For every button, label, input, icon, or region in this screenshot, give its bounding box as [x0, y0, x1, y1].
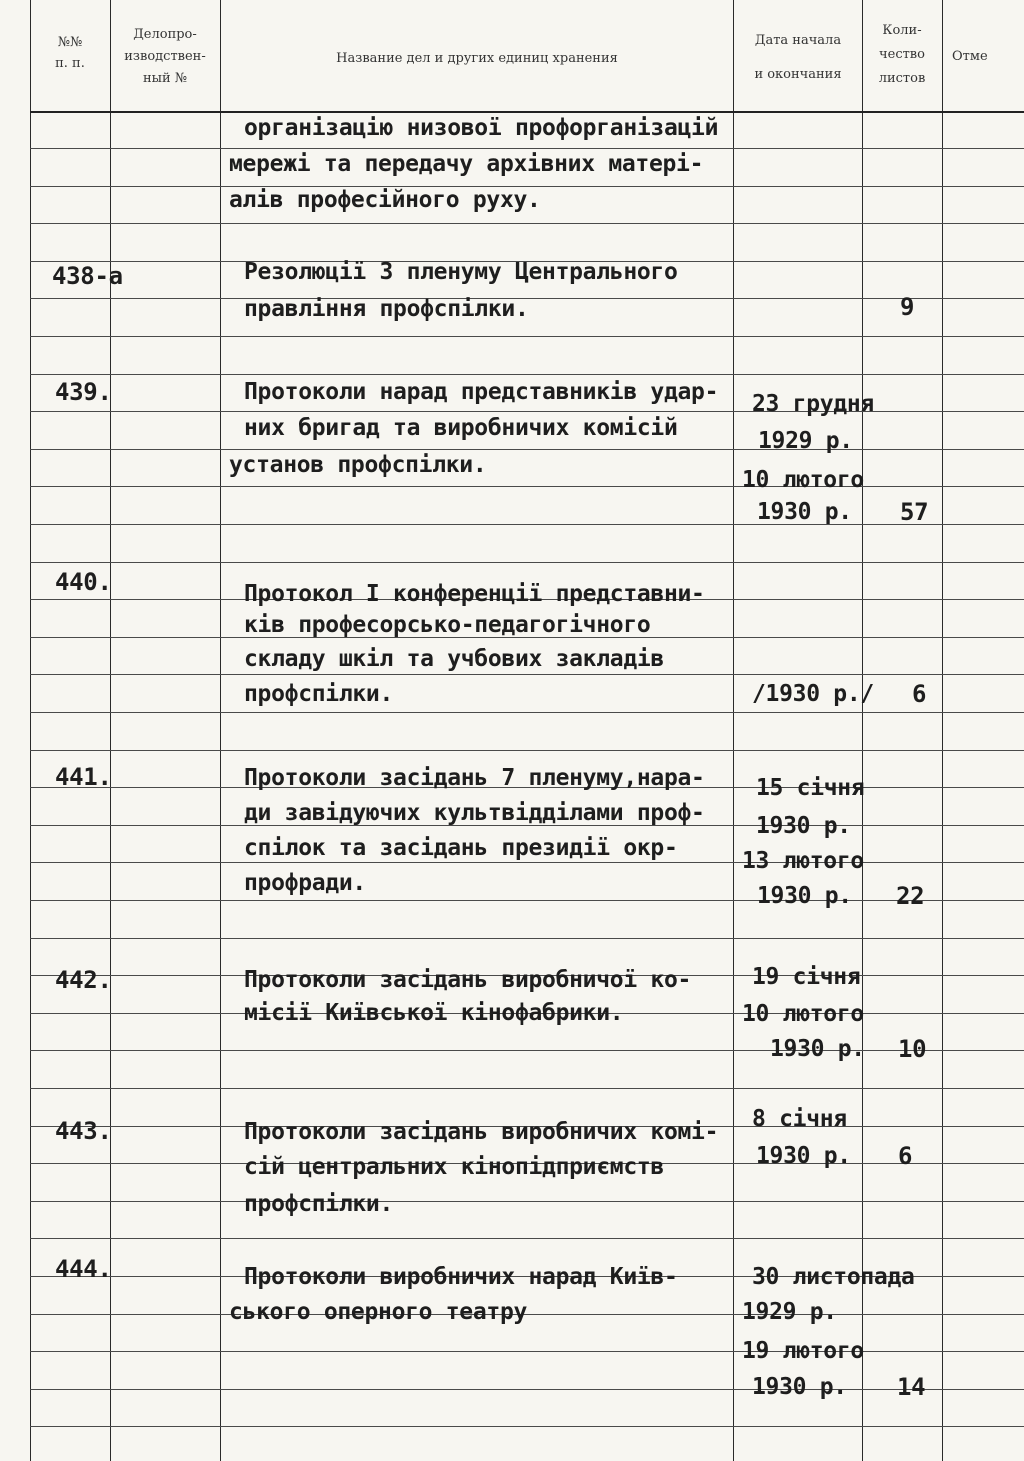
entry-title-line: сій центральних кінопідприємств [244, 1154, 664, 1180]
entry-date: 8 січня [752, 1106, 847, 1132]
entry-date: /1930 р./ [752, 681, 874, 707]
entry-title-line: спілок та засідань президії окр- [244, 835, 678, 861]
ruled-line [30, 1088, 1024, 1089]
entry-date: 1930 р. [770, 1036, 865, 1062]
entry-title-line: мережі та передачу архівних матері- [229, 151, 704, 177]
entry-title-line: ського оперного театру [229, 1299, 528, 1325]
ruled-line [30, 900, 1024, 901]
entry-number: 443. [55, 1117, 112, 1145]
entry-date: 13 лютого [742, 848, 864, 874]
entry-number: 442. [55, 966, 112, 994]
entry-title-line: організацію низової профорганізацій [244, 115, 719, 141]
entry-date: 15 січня [756, 775, 865, 801]
entry-title-line: профспілки. [244, 1191, 394, 1217]
entry-number: 440. [55, 568, 112, 596]
header-num [35, 34, 105, 72]
ruled-line [30, 449, 1024, 450]
header-office-line: Делопро- [133, 27, 197, 42]
header-sheets [864, 22, 940, 87]
entry-sheets: 22 [896, 882, 925, 910]
entry-date: 1930 р. [757, 883, 852, 909]
ruled-line [30, 486, 1024, 487]
ruled-line [30, 223, 1024, 224]
entry-title-line: алів професійного руху. [229, 187, 541, 213]
entry-title-line: профради. [244, 870, 366, 896]
entry-sheets: 6 [898, 1142, 913, 1170]
ruled-line [30, 1426, 1024, 1427]
header-dates-line: и окончания [754, 67, 842, 82]
entry-title-line: Протоколи засідань виробничих комі- [244, 1119, 719, 1145]
ruled-line [30, 862, 1024, 863]
ruled-line [30, 336, 1024, 337]
entry-number: 439. [55, 378, 112, 406]
entry-date: 23 грудня [752, 391, 874, 417]
entry-date: 1929 р. [742, 1299, 837, 1325]
entry-date: 19 січня [752, 964, 861, 990]
ruled-line [30, 1351, 1024, 1352]
entry-date: 1930 р. [757, 499, 852, 525]
ruled-line [30, 374, 1024, 375]
ruled-line [30, 1389, 1024, 1390]
ruled-line [30, 411, 1024, 412]
header-bottom-rule [30, 111, 1024, 113]
entry-sheets: 6 [912, 680, 927, 708]
entry-sheets: 57 [900, 498, 929, 526]
entry-title-line: профспілки. [244, 681, 394, 707]
ruled-line [30, 1201, 1024, 1202]
entry-title-line: ків професорсько-педагогічного [244, 612, 651, 638]
ruled-line [30, 1238, 1024, 1239]
entry-date: 19 лютого [742, 1338, 864, 1364]
column-divider [942, 0, 943, 1461]
entry-title-line: правління профспілки. [244, 296, 529, 322]
entry-title-line: Резолюції 3 пленуму Центрального [244, 259, 678, 285]
ruled-line [30, 524, 1024, 525]
entry-sheets: 14 [897, 1373, 926, 1401]
entry-title-line: Протоколи виробничих нарад Київ- [244, 1264, 678, 1290]
header-office-line: ный № [142, 71, 188, 86]
entry-date: 30 листопада [752, 1264, 915, 1290]
header-title: Название дел и других единиц хранения [336, 51, 618, 66]
ruled-line [30, 562, 1024, 563]
entry-number: 438-а [52, 262, 123, 290]
header-notes: Отме [952, 49, 988, 64]
entry-sheets: 9 [900, 293, 915, 321]
entry-title-line: Протокол І конференції представни- [244, 581, 705, 607]
entry-title-line: ди завідуючих культвідділами проф- [244, 800, 705, 826]
ruled-line [30, 1050, 1024, 1051]
entry-number: 441. [55, 763, 112, 791]
header-num-line: №№ [57, 35, 83, 50]
entry-title-line: установ профспілки. [229, 452, 487, 478]
entry-title-line: Протоколи нарад представників удар- [244, 379, 719, 405]
header-sheets-line: Коли- [882, 23, 922, 38]
entry-date: 10 лютого [742, 467, 864, 493]
ruled-line [30, 674, 1024, 675]
header-office [112, 26, 218, 87]
ruled-line [30, 750, 1024, 751]
entry-sheets: 10 [898, 1035, 927, 1063]
entry-title-line: Протоколи засідань виробничої ко- [244, 967, 692, 993]
entry-date: 1929 р. [758, 428, 853, 454]
header-dates-line: Дата начала [754, 33, 842, 48]
column-divider [733, 0, 734, 1461]
ruled-line [30, 148, 1024, 149]
header-num-line: п. п. [55, 56, 85, 71]
entry-title-line: місії Київської кінофабрики. [244, 1000, 624, 1026]
header-dates [736, 32, 860, 83]
entry-date: 1930 р. [752, 1374, 847, 1400]
entry-date: 1930 р. [756, 813, 851, 839]
entry-date: 1930 р. [756, 1143, 851, 1169]
header-office-line: изводствен- [124, 49, 206, 64]
entry-title-line: складу шкіл та учбових закладів [244, 646, 664, 672]
column-divider [30, 0, 31, 1461]
entry-title-line: Протоколи засідань 7 пленуму,нара- [244, 765, 705, 791]
header-sheets-line: чество [879, 47, 925, 62]
column-divider [220, 0, 221, 1461]
column-divider [110, 0, 111, 1461]
entry-number: 444. [55, 1255, 112, 1283]
entry-date: 10 лютого [742, 1001, 864, 1027]
ruled-line [30, 712, 1024, 713]
ruled-line [30, 938, 1024, 939]
header-sheets-line: листов [878, 71, 926, 86]
entry-title-line: них бригад та виробничих комісій [244, 415, 678, 441]
column-divider [862, 0, 863, 1461]
